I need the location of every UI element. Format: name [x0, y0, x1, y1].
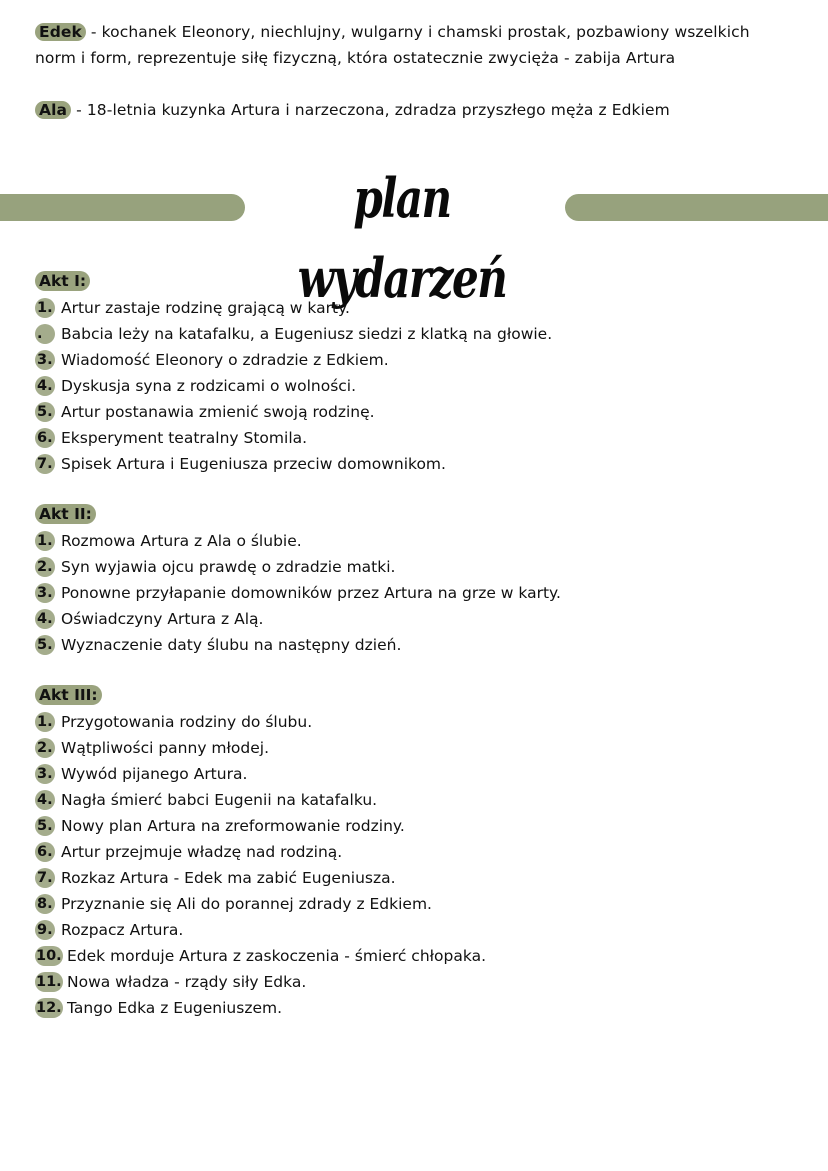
- event-item: [35, 399, 795, 425]
- character-edek: [35, 19, 795, 71]
- number-badge: 4.: [35, 790, 55, 810]
- event-text: Spisek Artura i Eugeniusza przeciw domownikom.: [61, 455, 446, 473]
- event-text: Ponowne przyłapanie domowników przez Artura na grze w karty.: [61, 584, 561, 602]
- act-title: Akt I:: [35, 271, 90, 291]
- event-list: [35, 528, 795, 658]
- event-text: Wiadomość Eleonory o zdradzie z Edkiem.: [61, 351, 389, 369]
- event-text: Wyznaczenie daty ślubu na następny dzień.: [61, 636, 402, 654]
- character-description: - kochanek Eleonory, niechlujny, wulgarny i chamski prostak, pozbawiony wszelkich norm i form, reprezentuje siłę fizyczną, która ostatecznie zwycięża - zabija Artura: [35, 23, 750, 67]
- number-badge: 4.: [35, 609, 55, 629]
- character-description: - 18-letnia kuzynka Artura i narzeczona, zdradza przyszłego męża z Edkiem: [71, 101, 670, 119]
- event-item: [35, 709, 795, 735]
- act-2: [35, 504, 795, 658]
- event-list: [35, 709, 795, 1021]
- number-badge: 7.: [35, 454, 55, 474]
- character-ala: [35, 97, 795, 123]
- number-badge: 5.: [35, 402, 55, 422]
- event-item: [35, 969, 795, 995]
- number-badge: .: [35, 324, 55, 344]
- number-badge: 1.: [35, 298, 55, 318]
- event-text: Artur przejmuje władzę nad rodziną.: [61, 843, 343, 861]
- event-item: [35, 632, 795, 658]
- event-text: Edek morduje Artura z zaskoczenia - śmierć chłopaka.: [67, 947, 487, 965]
- event-item: [35, 425, 795, 451]
- number-badge: 6.: [35, 842, 55, 862]
- act-3: [35, 685, 795, 1021]
- event-text: Nowa władza - rządy siły Edka.: [67, 973, 307, 991]
- event-item: [35, 891, 795, 917]
- event-item: [35, 321, 795, 347]
- number-badge: 3.: [35, 583, 55, 603]
- act-title: Akt II:: [35, 504, 96, 524]
- number-badge: 6.: [35, 428, 55, 448]
- event-item: [35, 373, 795, 399]
- event-text: Rozmowa Artura z Ala o ślubie.: [61, 532, 302, 550]
- act-title: Akt III:: [35, 685, 102, 705]
- decorative-bar-right: [565, 194, 828, 221]
- act-1: [35, 271, 795, 477]
- decorative-bar-left: [0, 194, 245, 221]
- event-text: Babcia leży na katafalku, a Eugeniusz siedzi z klatką na głowie.: [61, 325, 553, 343]
- character-name-highlight: Edek: [35, 23, 86, 41]
- number-badge: 2.: [35, 738, 55, 758]
- event-item: [35, 943, 795, 969]
- event-item: [35, 580, 795, 606]
- number-badge: 1.: [35, 531, 55, 551]
- event-item: [35, 839, 795, 865]
- event-item: [35, 554, 795, 580]
- event-text: Oświadczyny Artura z Alą.: [61, 610, 264, 628]
- number-badge: 4.: [35, 376, 55, 396]
- character-name-highlight: Ala: [35, 101, 71, 119]
- event-text: Wątpliwości panny młodej.: [61, 739, 270, 757]
- event-list: [35, 295, 795, 477]
- event-item: [35, 606, 795, 632]
- number-badge: 3.: [35, 350, 55, 370]
- event-item: [35, 995, 795, 1021]
- event-text: Wywód pijanego Artura.: [61, 765, 248, 783]
- event-item: [35, 761, 795, 787]
- event-item: [35, 787, 795, 813]
- section-title: plan wydarzeń: [297, 166, 507, 310]
- event-item: [35, 295, 795, 321]
- event-text: Przyznanie się Ali do porannej zdrady z Edkiem.: [61, 895, 432, 913]
- event-text: Nowy plan Artura na zreformowanie rodziny.: [61, 817, 405, 835]
- event-text: Przygotowania rodziny do ślubu.: [61, 713, 313, 731]
- number-badge: 12.: [36, 1000, 62, 1016]
- number-badge: 5.: [35, 635, 55, 655]
- event-item: [35, 347, 795, 373]
- event-item: [35, 917, 795, 943]
- number-badge: 1.: [35, 712, 55, 732]
- event-text: Nagła śmierć babci Eugenii na katafalku.: [61, 791, 378, 809]
- event-text: Dyskusja syna z rodzicami o wolności.: [61, 377, 357, 395]
- event-text: Artur postanawia zmienić swoją rodzinę.: [61, 403, 375, 421]
- number-badge: 3.: [35, 764, 55, 784]
- event-item: [35, 865, 795, 891]
- event-item: [35, 451, 795, 477]
- event-text: Rozkaz Artura - Edek ma zabić Eugeniusza.: [61, 869, 396, 887]
- number-badge: 2.: [35, 557, 55, 577]
- number-badge: 9.: [35, 920, 55, 940]
- event-item: [35, 528, 795, 554]
- number-badge: 11.: [36, 974, 62, 990]
- event-text: Rozpacz Artura.: [61, 921, 184, 939]
- event-text: Eksperyment teatralny Stomila.: [61, 429, 308, 447]
- number-badge: 10.: [36, 948, 62, 964]
- number-badge: 5.: [35, 816, 55, 836]
- number-badge: 7.: [35, 868, 55, 888]
- event-text: Tango Edka z Eugeniuszem.: [67, 999, 283, 1017]
- event-item: [35, 813, 795, 839]
- event-text: Syn wyjawia ojcu prawdę o zdradzie matki.: [61, 558, 396, 576]
- number-badge: 8.: [35, 894, 55, 914]
- event-item: [35, 735, 795, 761]
- event-text: Artur zastaje rodzinę grającą w karty.: [61, 299, 350, 317]
